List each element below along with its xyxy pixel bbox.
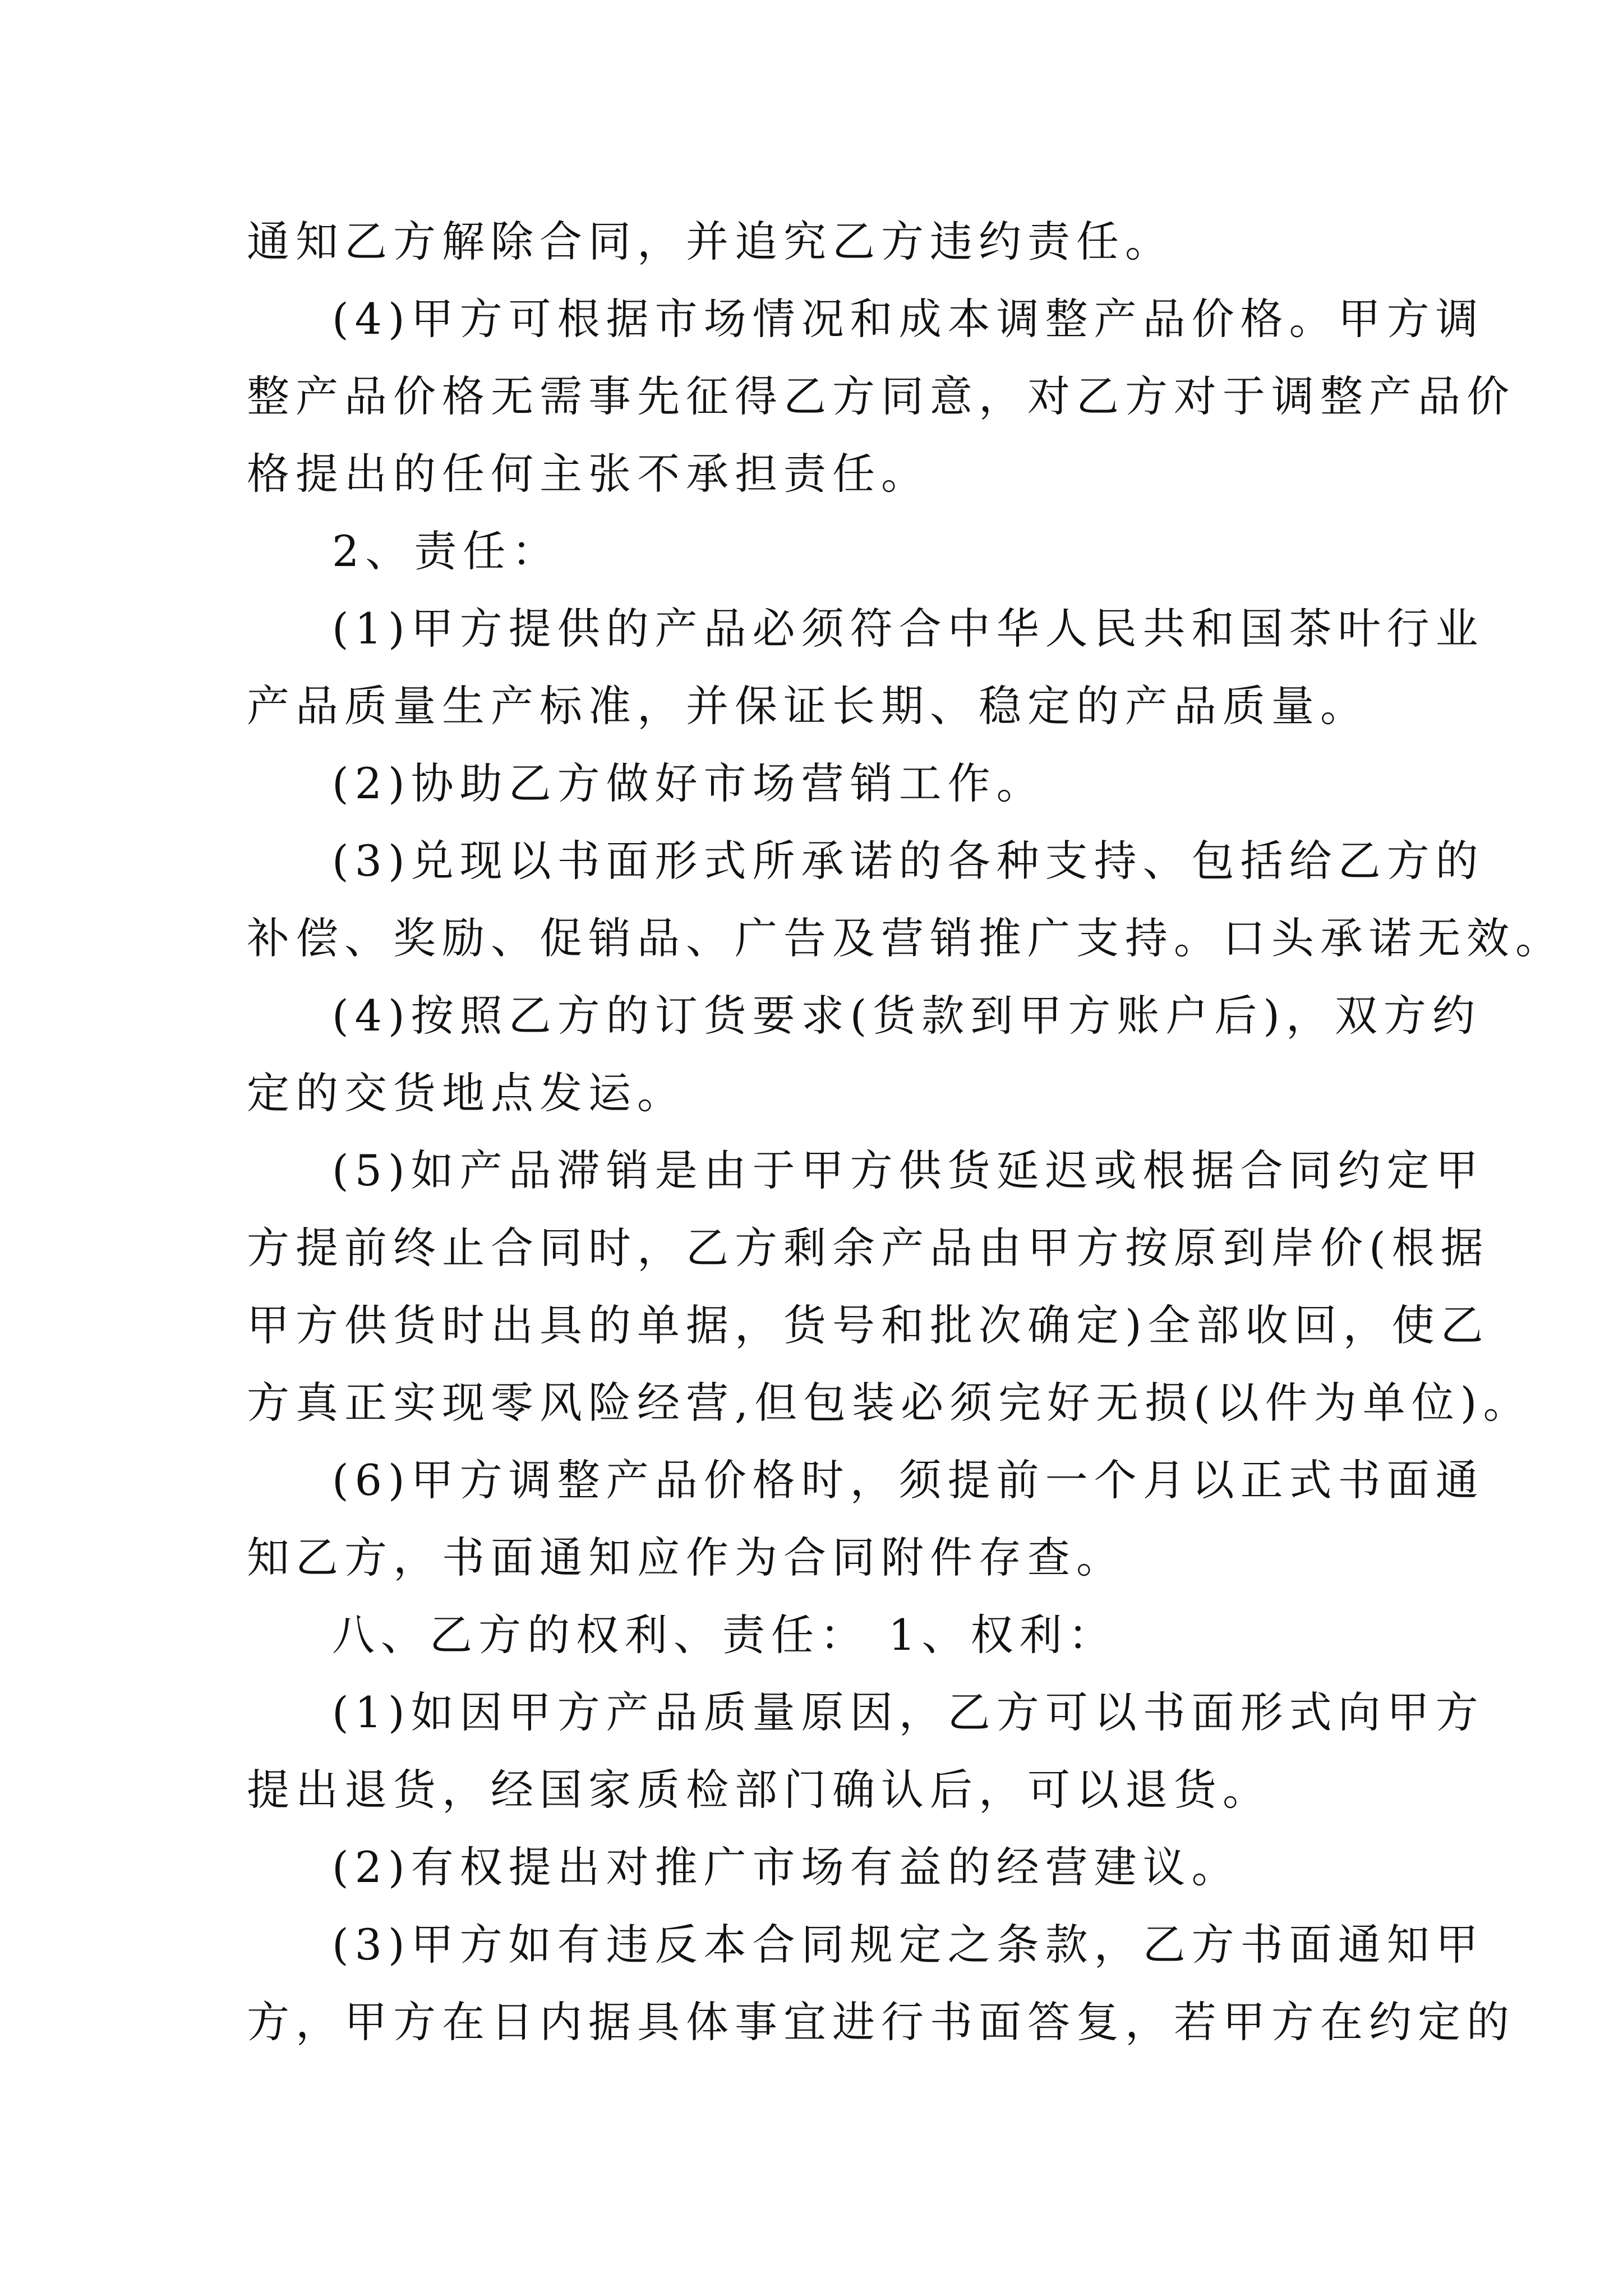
section-heading: 八、乙方的权利、责任： 1、权利：: [332, 1610, 1117, 1660]
text-line: (5)如产品滞销是由于甲方供货延迟或根据合同约定甲: [332, 1145, 1484, 1195]
text-line: 整产品价格无需事先征得乙方同意，对乙方对于调整产品价: [247, 371, 1515, 421]
text-line: 定的交货地点发运。: [247, 1068, 686, 1118]
text-line: (3)甲方如有违反本合同规定之条款，乙方书面通知甲: [332, 1920, 1484, 1970]
section-heading: 2、责任：: [332, 526, 561, 576]
text-line: (1)甲方提供的产品必须符合中华人民共和国茶叶行业: [332, 604, 1484, 654]
text-line: 方提前终止合同时，乙方剩余产品由甲方按原到岸价(根据: [247, 1223, 1490, 1273]
text-line: 补偿、奖励、促销品、广告及营销推广支持。口头承诺无效。: [247, 913, 1564, 963]
text-line: (1)如因甲方产品质量原因，乙方可以书面形式向甲方: [332, 1687, 1484, 1737]
text-line: (6)甲方调整产品价格时，须提前一个月以正式书面通: [332, 1455, 1484, 1505]
text-line: (4)甲方可根据市场情况和成本调整产品价格。甲方调: [332, 294, 1484, 344]
text-line: 通知乙方解除合同，并追究乙方违约责任。: [247, 217, 1174, 266]
text-line: (4)按照乙方的订货要求(货款到甲方账户后)，双方约: [332, 991, 1481, 1041]
text-line: 知乙方，书面通知应作为合同附件存查。: [247, 1533, 1125, 1582]
text-line: 格提出的任何主张不承担责任。: [247, 449, 930, 499]
text-line: (2)协助乙方做好市场营销工作。: [332, 758, 1045, 808]
text-line: (2)有权提出对推广市场有益的经营建议。: [332, 1842, 1241, 1892]
text-line: 方真正实现零风险经营,但包装必须完好无损(以件为单位)。: [247, 1378, 1532, 1428]
text-line: 提出退货，经国家质检部门确认后，可以退货。: [247, 1765, 1271, 1815]
text-line: 产品质量生产标准，并保证长期、稳定的产品质量。: [247, 681, 1369, 731]
text-line: 方，甲方在日内据具体事宜进行书面答复，若甲方在约定的: [247, 1997, 1515, 2047]
text-line: 甲方供货时出具的单据，货号和批次确定)全部收回，使乙: [247, 1300, 1490, 1350]
document-body: [247, 203, 1564, 2061]
text-line: (3)兑现以书面形式所承诺的各种支持、包括给乙方的: [332, 836, 1484, 886]
